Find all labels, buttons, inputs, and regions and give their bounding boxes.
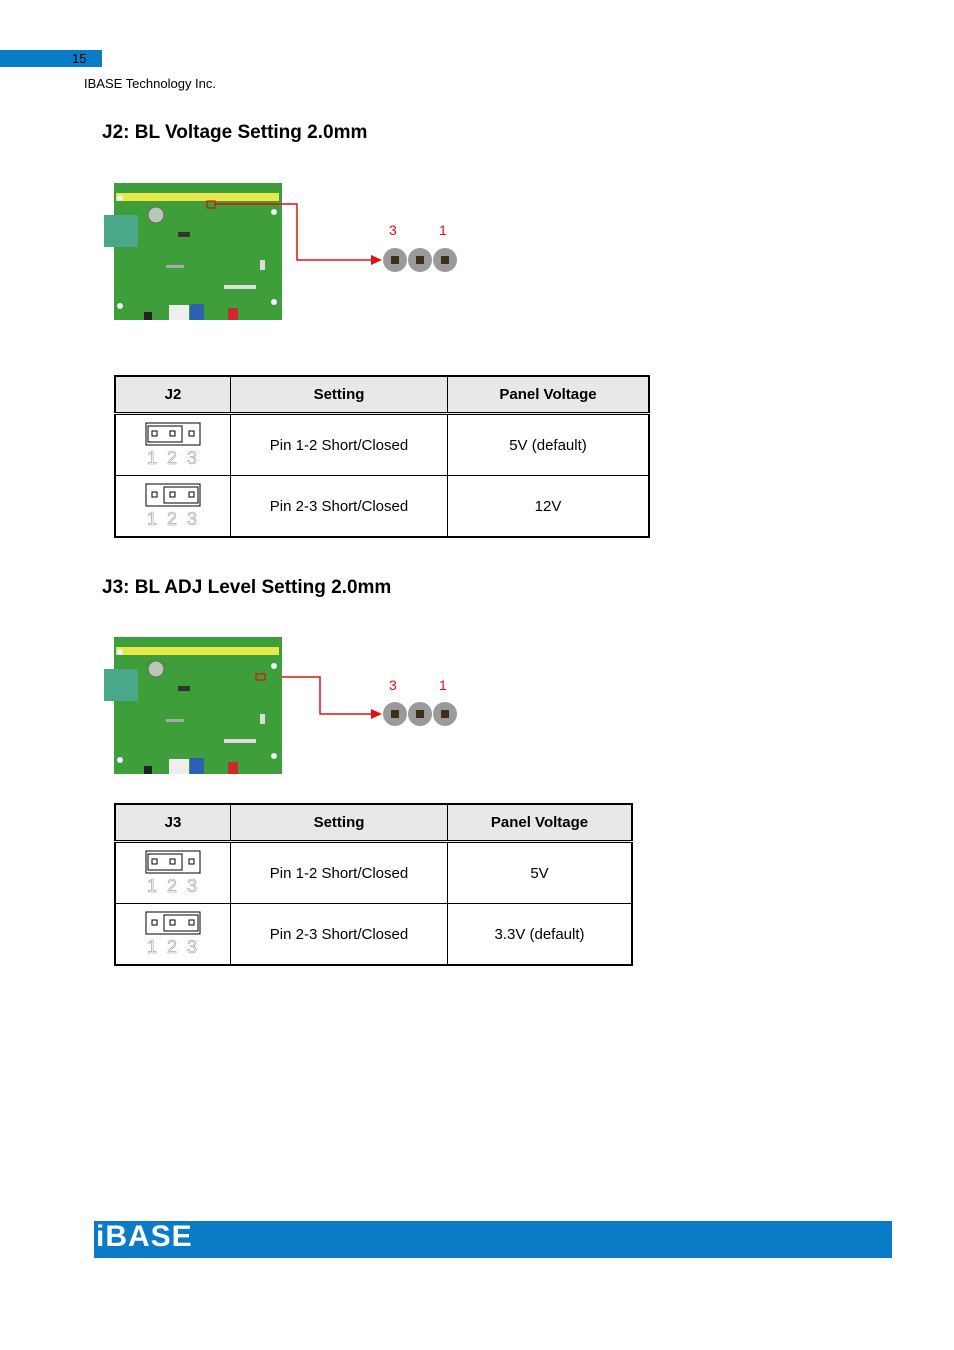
jumper-cell <box>115 904 231 966</box>
table-row <box>115 414 649 476</box>
jumper-digit: 1 <box>147 876 158 894</box>
jumper-digit: 2 <box>167 448 178 466</box>
pin-label-1: 1 <box>439 677 447 693</box>
voltage-cell: 5V <box>448 842 633 904</box>
jumper-digit: 2 <box>167 509 178 527</box>
section-title-j2: J2: BL Voltage Setting 2.0mm <box>102 122 368 143</box>
table-row <box>115 904 632 966</box>
table-row <box>115 476 649 538</box>
pin-header-j2 <box>382 246 458 274</box>
setting-cell: Pin 1-2 Short/Closed <box>231 414 448 476</box>
jumper-digit: 3 <box>187 448 198 466</box>
column-header: Panel Voltage <box>448 376 650 414</box>
jumper-digit: 2 <box>167 937 178 955</box>
jumper-digit: 3 <box>187 937 198 955</box>
voltage-cell: 3.3V (default) <box>448 904 633 966</box>
jumper-digit: 3 <box>187 876 198 894</box>
board-diagram-j2 <box>104 180 284 320</box>
jumper-cell <box>115 414 231 476</box>
pin-label-1: 1 <box>439 222 447 238</box>
column-header: Setting <box>231 376 448 414</box>
jumper-1-2-icon <box>143 420 203 466</box>
setting-cell: Pin 1-2 Short/Closed <box>231 842 448 904</box>
ibase-logo: iBASE <box>96 1220 193 1253</box>
jumper-2-3-icon <box>143 909 203 955</box>
footer-bar <box>94 1221 892 1258</box>
jumper-digit: 1 <box>147 509 158 527</box>
column-header: Setting <box>231 804 448 842</box>
company-name: IBASE Technology Inc. <box>84 76 217 91</box>
jumper-cell <box>115 476 231 538</box>
table-row <box>115 842 632 904</box>
page-number-bar <box>0 50 102 67</box>
jumper-2-3-icon <box>143 481 203 527</box>
pin-label-3: 3 <box>389 222 397 238</box>
pin-header-j3 <box>382 700 458 728</box>
jumper-table-j3 <box>114 803 633 966</box>
jumper-digit: 2 <box>167 876 178 894</box>
setting-cell: Pin 2-3 Short/Closed <box>231 904 448 966</box>
page-number: 15 <box>72 51 87 66</box>
column-header: J2 <box>115 376 231 414</box>
jumper-cell <box>115 842 231 904</box>
jumper-table-j2 <box>114 375 650 538</box>
pin-label-3: 3 <box>389 677 397 693</box>
column-header: Panel Voltage <box>448 804 633 842</box>
voltage-cell: 12V <box>448 476 650 538</box>
section-title-j3: J3: BL ADJ Level Setting 2.0mm <box>102 577 392 598</box>
jumper-digit: 1 <box>147 448 158 466</box>
board-diagram-j3 <box>104 634 284 774</box>
jumper-digit: 3 <box>187 509 198 527</box>
jumper-digit: 1 <box>147 937 158 955</box>
jumper-1-2-icon <box>143 848 203 894</box>
column-header: J3 <box>115 804 231 842</box>
setting-cell: Pin 2-3 Short/Closed <box>231 476 448 538</box>
voltage-cell: 5V (default) <box>448 414 650 476</box>
